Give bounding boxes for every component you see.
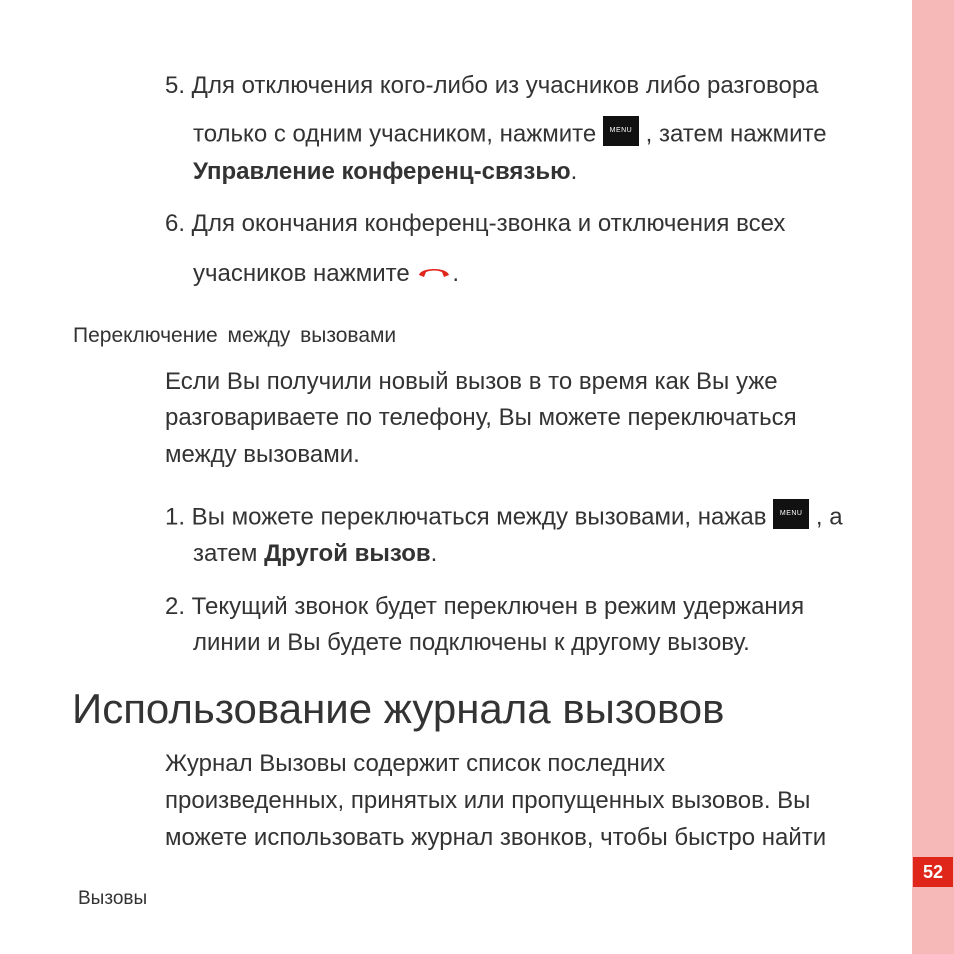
item5-line2-text: только с одним учасником, нажмите: [193, 120, 597, 148]
item6-line1: 6. Для окончания конференц-звонка и отключения всех: [165, 210, 786, 237]
end-call-icon: [416, 258, 452, 286]
menu-key-icon: MENU: [773, 499, 809, 529]
step2-line2: линии и Вы будете подключены к другому вызову.: [193, 629, 750, 656]
log-line-3: можете использовать журнал звонков, чтобы быстро найти: [165, 824, 827, 851]
page-number-badge: 52: [913, 857, 953, 887]
item6-line2-period: .: [452, 260, 460, 287]
step1-line1-tail: , а: [815, 503, 843, 531]
step1-line2-period: .: [430, 540, 438, 567]
step1-line1: [165, 503, 843, 533]
step1-line2-text: затем: [193, 540, 258, 567]
item5-line3: [193, 158, 577, 186]
item6-line2-text: учасников нажмите: [193, 260, 410, 287]
item5-line2-tail: , затем нажмите: [645, 120, 827, 148]
item5-line2: [193, 120, 827, 150]
item6-line2: [193, 260, 459, 289]
intro-line-1: Если Вы получили новый вызов в то время как Вы уже: [165, 368, 778, 395]
step2-line1: 2. Текущий звонок будет переключен в режим удержания: [165, 593, 805, 620]
step1-line1-text: 1. Вы можете переключаться между вызовами, нажав: [165, 503, 767, 531]
other-call-label: Другой вызов: [264, 540, 431, 567]
conference-management-label: Управление конференц-связью: [193, 158, 571, 185]
intro-line-2: разговариваете по телефону, Вы можете переключаться: [165, 404, 797, 431]
section-title: Переключение между вызовами: [73, 324, 397, 347]
side-margin-bar: [912, 0, 954, 954]
item5-line1: 5. Для отключения кого-либо из учасников либо разговора: [165, 72, 819, 99]
footer-section-name: Вызовы: [78, 888, 148, 909]
step1-line2: [193, 540, 437, 568]
log-line-1: Журнал Вызовы содержит список последних: [165, 750, 666, 777]
intro-line-3: между вызовами.: [165, 441, 360, 468]
log-line-2: произведенных, принятых или пропущенных вызовов. Вы: [165, 787, 811, 814]
item5-line3-period: .: [570, 158, 578, 185]
menu-key-icon: MENU: [603, 116, 639, 146]
page-heading: Использование журнала вызовов: [72, 685, 725, 732]
